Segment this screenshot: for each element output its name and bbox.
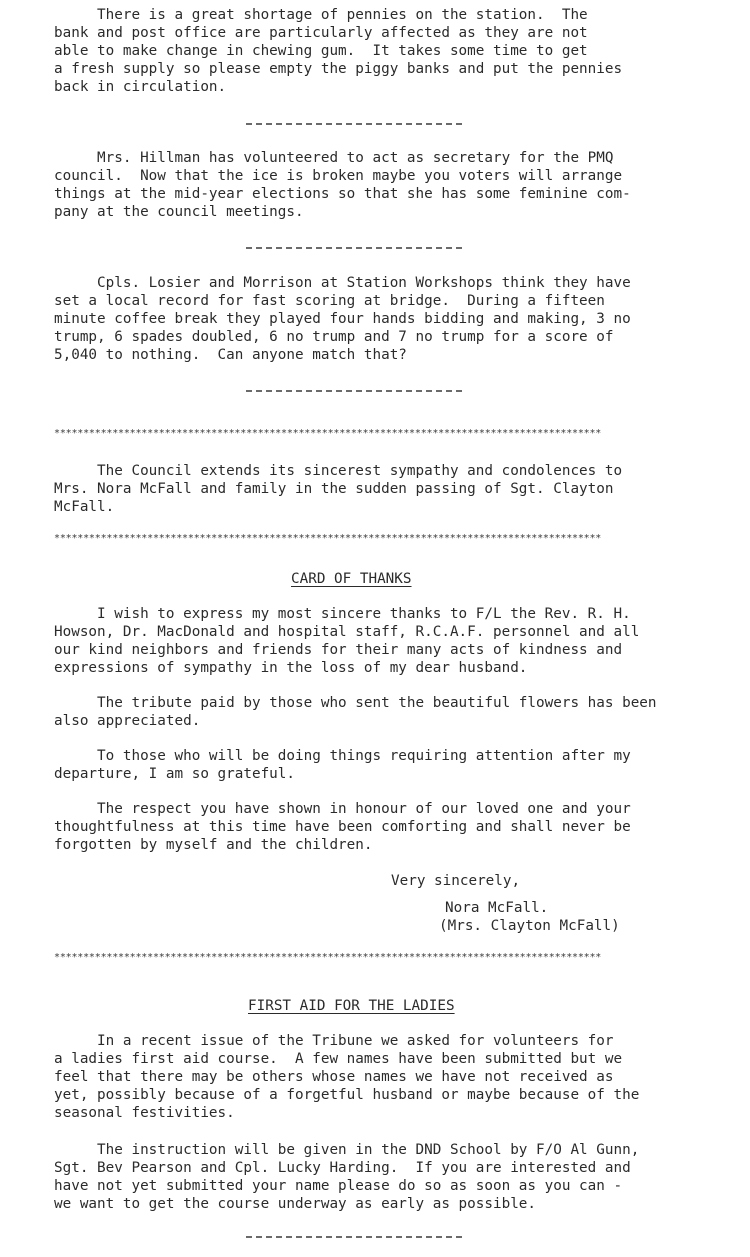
signature-name: Nora McFall. xyxy=(445,900,549,916)
first-aid-heading: FIRST AID FOR THE LADIES xyxy=(248,998,455,1014)
signature-full-name: (Mrs. Clayton McFall) xyxy=(439,918,620,934)
flowers-paragraph: The tribute paid by those who sent the beautiful flowers has been also appreciated. xyxy=(54,695,657,729)
asterisk-rule: ********************************************************************************************** xyxy=(54,428,602,439)
card-of-thanks-heading: CARD OF THANKS xyxy=(291,571,412,587)
thanks-paragraph: I wish to express my most sincere thanks to F/L the Rev. R. H. Howson, Dr. MacDonald and hospital staff, R.C.A.F. personnel and all our kind neighbors and friends for their many acts of kindness and expressions of sympathy in the loss of my dear husband. xyxy=(54,606,640,676)
asterisk-rule: ********************************************************************************************** xyxy=(54,533,602,544)
sympathy-notice: The Council extends its sincerest sympathy and condolences to Mrs. Nora McFall and family in the sudden passing of Sgt. Clayton McFall. xyxy=(54,463,623,515)
bridge-notice: Cpls. Losier and Morrison at Station Workshops think they have set a local record for fast scoring at bridge. During a fifteen minute coffee break they played four hands bidding and making, 3 no trump, 6 spades doubled, 6 no trump and 7 no trump for a score of 5,040 to nothing. Can anyone match that? xyxy=(54,275,631,363)
first-aid-paragraph: In a recent issue of the Tribune we asked for volunteers for a ladies first aid course. A few names have been submitted but we feel that there may be others whose names we have not received as yet, possibly because of a forgetful husband or maybe because of the seasonal festivities. xyxy=(54,1033,640,1121)
closing-line: Very sincerely, xyxy=(391,873,521,889)
instruction-paragraph: The instruction will be given in the DND School by F/O Al Gunn, Sgt. Bev Pearson and Cpl. Lucky Harding. If you are interested and have not yet submitted your name please do so as soon as you can - we want to get the course underway as early as possible. xyxy=(54,1142,640,1212)
hillman-notice: Mrs. Hillman has volunteered to act as secretary for the PMQ council. Now that the ice is broken maybe you voters will arrange things at the mid-year elections so that she has some feminine com- pany at the council meetings. xyxy=(54,150,631,220)
respect-paragraph: The respect you have shown in honour of our loved one and your thoughtfulness at this time have been comforting and shall never be forgotten by myself and the children. xyxy=(54,801,631,853)
section-divider xyxy=(246,123,462,125)
asterisk-rule: ********************************************************************************************** xyxy=(54,952,602,963)
section-divider xyxy=(246,390,462,392)
gratitude-paragraph: To those who will be doing things requiring attention after my departure, I am so grateful. xyxy=(54,748,631,782)
pennies-notice: There is a great shortage of pennies on the station. The bank and post office are particularly affected as they are not able to make change in chewing gum. It takes some time to get a fresh supply so please empty the piggy banks and put the pennies back in circulation. xyxy=(54,7,623,95)
section-divider xyxy=(246,1236,462,1238)
section-divider xyxy=(246,247,462,249)
